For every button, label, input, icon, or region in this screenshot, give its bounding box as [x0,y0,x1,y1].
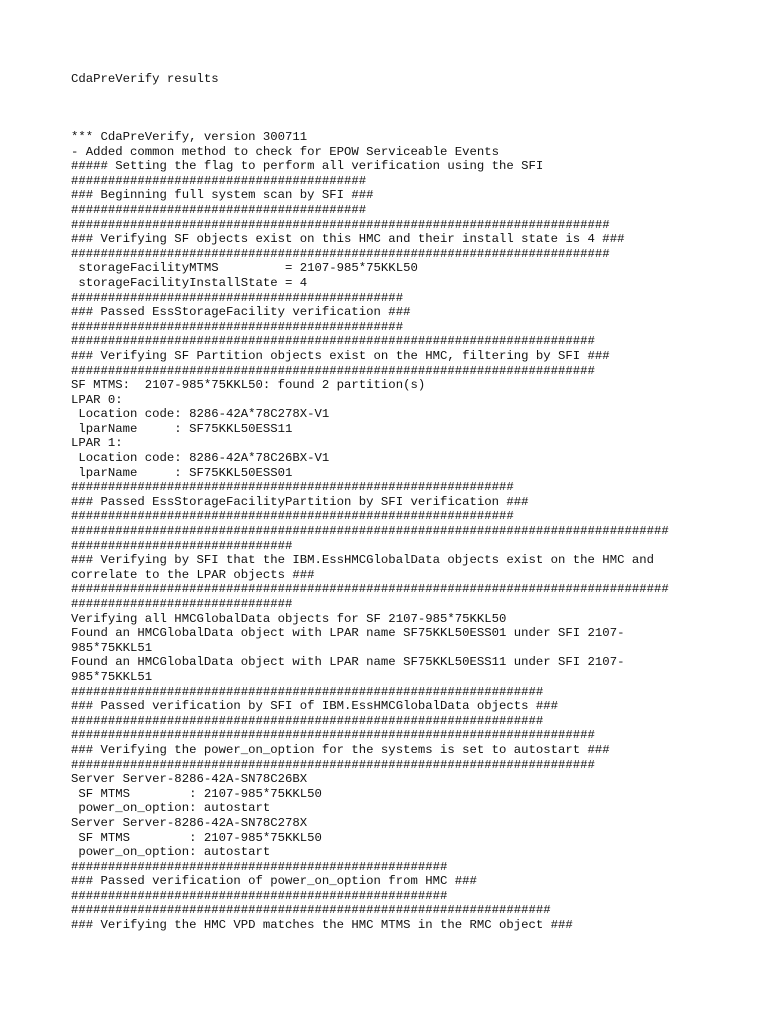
log-output [71,130,669,933]
log-line: ####################################################################### [71,757,595,772]
log-line: SF MTMS: 2107-985*75KKL50: found 2 partition(s) [71,378,426,393]
log-line: SF MTMS : 2107-985*75KKL50 [71,830,322,845]
log-line: Server Server-8286-42A-SN78C26BX [71,772,308,787]
log-line: ### Verifying the HMC VPD matches the HMC MTMS in the RMC object ### [71,918,573,933]
log-line: ############################## [71,538,293,553]
log-line: ############################################# [71,290,404,305]
log-line: LPAR 1: [71,436,123,451]
log-line: ############################## [71,597,293,611]
document-title: CdaPreVerify results [71,72,219,86]
log-line: ### Passed verification by SFI of IBM.EssHMCGlobalData objects ### [71,699,559,714]
log-line: storageFacilityMTMS = 2107-985*75KKL50 [71,261,418,276]
log-line: power_on_option: autostart [71,845,271,860]
log-line: ### Verifying SF objects exist on this HMC and their install state is 4 ### [71,232,625,247]
log-line: ######################################## [71,202,367,217]
log-line: lparName : SF75KKL50ESS01 [71,465,293,480]
log-line: ##### Setting the flag to perform all verification using the SFI [71,159,544,174]
log-line: ### Passed EssStorageFacilityPartition by SFI verification ### [71,494,529,509]
log-line: storageFacilityInstallState = 4 [71,275,308,290]
log-line: ####################################################################### [71,334,595,349]
log-line: ################################################################ [71,684,544,699]
log-line: ############################################################ [71,480,514,495]
log-line: ### Verifying by SFI that the IBM.EssHMCGlobalData objects exist on the HMC and [71,553,654,568]
log-line: ################################################################################# [71,524,669,539]
log-line: Verifying all HMCGlobalData objects for SF 2107-985*75KKL50 [71,611,507,626]
log-line: ################################################################################# [71,582,669,597]
log-line: ######################################################################### [71,246,610,261]
log-line: correlate to the LPAR objects ### [71,567,315,582]
log-line: SF MTMS : 2107-985*75KKL50 [71,786,322,801]
log-line: ################################################### [71,859,448,874]
log-line: ####################################################################### [71,728,595,743]
log-line: ####################################################################### [71,363,595,378]
log-line: LPAR 0: [71,392,123,407]
log-line: ### Verifying SF Partition objects exist on the HMC, filtering by SFI ### [71,348,610,363]
log-line: Found an HMCGlobalData object with LPAR name SF75KKL50ESS11 under SFI 2107- [71,655,625,670]
log-line: 985*75KKL51 [71,640,153,655]
log-line: *** CdaPreVerify, version 300711 [71,130,308,144]
log-line: 985*75KKL51 [71,669,153,684]
log-line: ################################################################# [71,903,551,918]
log-line: Found an HMCGlobalData object with LPAR name SF75KKL50ESS01 under SFI 2107- [71,626,625,641]
log-line: ############################################################ [71,509,514,524]
log-line: Location code: 8286-42A*78C26BX-V1 [71,451,330,466]
log-line: ################################################### [71,888,448,903]
log-line: ######################################################################### [71,217,610,232]
log-line: ### Verifying the power_on_option for the systems is set to autostart ### [71,742,610,757]
log-line: ### Beginning full system scan by SFI ### [71,188,374,203]
log-line: power_on_option: autostart [71,801,271,816]
log-line: ######################################## [71,173,367,188]
log-line: ################################################################ [71,713,544,728]
log-line: Location code: 8286-42A*78C278X-V1 [71,407,330,422]
log-line: ############################################# [71,319,404,334]
log-line: Server Server-8286-42A-SN78C278X [71,815,308,830]
log-line: - Added common method to check for EPOW Serviceable Events [71,144,500,159]
log-line: ### Passed EssStorageFacility verification ### [71,305,411,320]
log-line: lparName : SF75KKL50ESS11 [71,421,293,436]
log-line: ### Passed verification of power_on_option from HMC ### [71,874,477,889]
